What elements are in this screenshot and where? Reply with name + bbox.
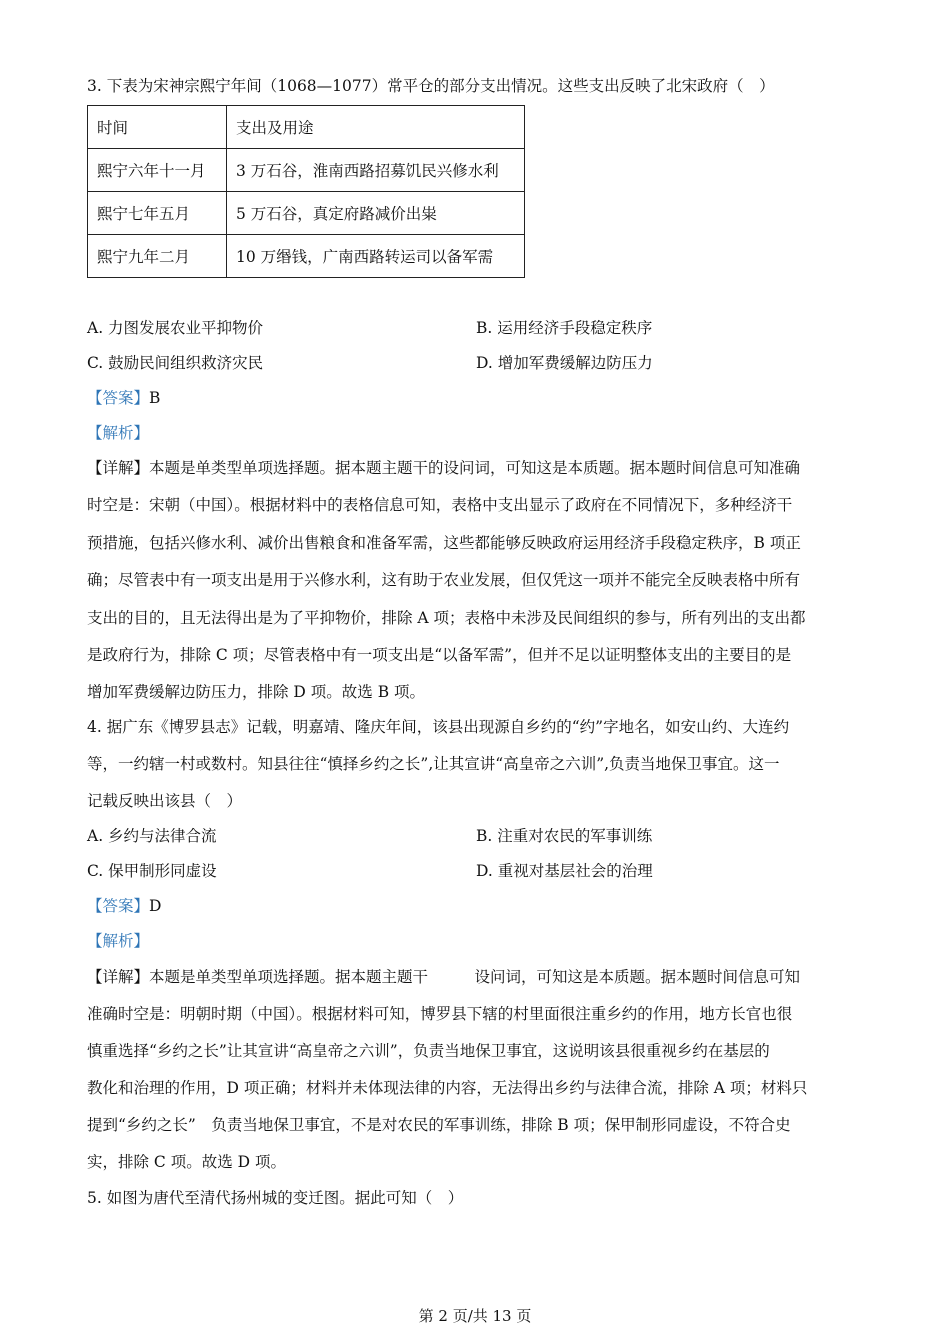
q3-detail-line: 【详解】本题是单类型单项选择题。据本题主题干的设问词，可知这是本质题。据本题时间信息可知准确 bbox=[87, 459, 801, 477]
q4-stem-line: 4. 据广东《博罗县志》记载，明嘉靖、隆庆年间，该县出现源自乡约的“约”字地名，如安山约、大连约 bbox=[87, 718, 790, 736]
q4-analysis-tag: 【解析】 bbox=[87, 932, 150, 950]
q4-detail-line: 【详解】本题是单类型单项选择题。据本题主题干 设问词，可知这是本质题。据本题时间信息可知 bbox=[87, 968, 801, 986]
q4-detail-line: 慎重选择“乡约之长”让其宣讲“高皇帝之六训”，负责当地保卫事宜，这说明该县很重视乡约在基层的 bbox=[87, 1042, 770, 1060]
table-row bbox=[88, 192, 525, 235]
cell: 3 万石谷，淮南西路招募饥民兴修水利 bbox=[227, 149, 525, 192]
q4-detail-line: 实，排除 C 项。故选 D 项。 bbox=[87, 1153, 286, 1171]
q4-answer bbox=[87, 896, 161, 916]
page-footer: 第 2 页/共 13 页 bbox=[418, 1307, 532, 1325]
cell: 熙宁九年二月 bbox=[88, 235, 227, 278]
cell: 熙宁六年十一月 bbox=[88, 149, 227, 192]
q3-answer bbox=[87, 388, 160, 408]
q3-detail-line: 确；尽管表中有一项支出是用于兴修水利，这有助于农业发展，但仅凭这一项并不能完全反映表格中所有 bbox=[87, 571, 801, 589]
q3-stem: 3. 下表为宋神宗熙宁年间（1068—1077）常平仓的部分支出情况。这些支出反映了北宋政府（ ） bbox=[87, 77, 775, 95]
q4-detail-line: 教化和治理的作用，D 项正确；材料并未体现法律的内容，无法得出乡约与法律合流，排除 A 项；材料只 bbox=[87, 1079, 808, 1097]
q3-analysis-tag: 【解析】 bbox=[87, 424, 150, 442]
q5-stem: 5. 如图为唐代至清代扬州城的变迁图。据此可知（ ） bbox=[87, 1189, 464, 1207]
q3-table bbox=[87, 105, 525, 278]
q3-option-b: B. 运用经济手段稳定秩序 bbox=[476, 319, 653, 337]
q3-option-c: C. 鼓励民间组织救济灾民 bbox=[87, 354, 264, 372]
answer-tag: 【答案】 bbox=[87, 389, 150, 407]
cell: 熙宁七年五月 bbox=[88, 192, 227, 235]
q3-option-a: A. 力图发展农业平抑物价 bbox=[87, 319, 264, 337]
table-row bbox=[88, 149, 525, 192]
cell: 5 万石谷，真定府路减价出粜 bbox=[227, 192, 525, 235]
q4-stem-line: 等，一约辖一村或数村。知县往往“慎择乡约之长”,让其宣讲“高皇帝之六训”,负责当地保卫事宜。这一 bbox=[87, 755, 780, 773]
q4-option-b: B. 注重对农民的军事训练 bbox=[476, 827, 653, 845]
header-cell: 支出及用途 bbox=[227, 106, 525, 149]
answer-tag: 【答案】 bbox=[87, 897, 150, 915]
q3-detail-line: 支出的目的，且无法得出是为了平抑物价，排除 A 项；表格中未涉及民间组织的参与，所有列出的支出都 bbox=[87, 609, 806, 627]
q3-detail-line: 是政府行为，排除 C 项；尽管表格中有一项支出是“以备军需”，但并不足以证明整体支出的主要目的是 bbox=[87, 646, 792, 664]
q3-option-d: D. 增加军费缓解边防压力 bbox=[476, 354, 653, 372]
q3-detail-line: 时空是：宋朝（中国）。根据材料中的表格信息可知，表格中支出显示了政府在不同情况下，多种经济干 bbox=[87, 496, 793, 514]
q4-detail-line: 提到“乡约之长” 负责当地保卫事宜，不是对农民的军事训练，排除 B 项；保甲制形同虚设，不符合史 bbox=[87, 1116, 791, 1134]
answer-value: B bbox=[149, 389, 161, 407]
q4-option-d: D. 重视对基层社会的治理 bbox=[476, 862, 653, 880]
q4-option-c: C. 保甲制形同虚设 bbox=[87, 862, 217, 880]
q4-option-a: A. 乡约与法律合流 bbox=[87, 827, 217, 845]
table-row bbox=[88, 235, 525, 278]
table-header-row bbox=[88, 106, 525, 149]
q3-detail-line: 增加军费缓解边防压力，排除 D 项。故选 B 项。 bbox=[87, 683, 426, 701]
header-cell: 时间 bbox=[88, 106, 227, 149]
q4-stem-line: 记载反映出该县（ ） bbox=[87, 792, 243, 810]
cell: 10 万缗钱，广南西路转运司以备军需 bbox=[227, 235, 525, 278]
q4-detail-line: 准确时空是：明朝时期（中国）。根据材料可知，博罗县下辖的村里面很注重乡约的作用，地方长官也很 bbox=[87, 1005, 793, 1023]
q3-detail-line: 预措施，包括兴修水利、减价出售粮食和准备军需，这些都能够反映政府运用经济手段稳定秩序，B 项正 bbox=[87, 534, 801, 552]
answer-value: D bbox=[149, 897, 162, 915]
